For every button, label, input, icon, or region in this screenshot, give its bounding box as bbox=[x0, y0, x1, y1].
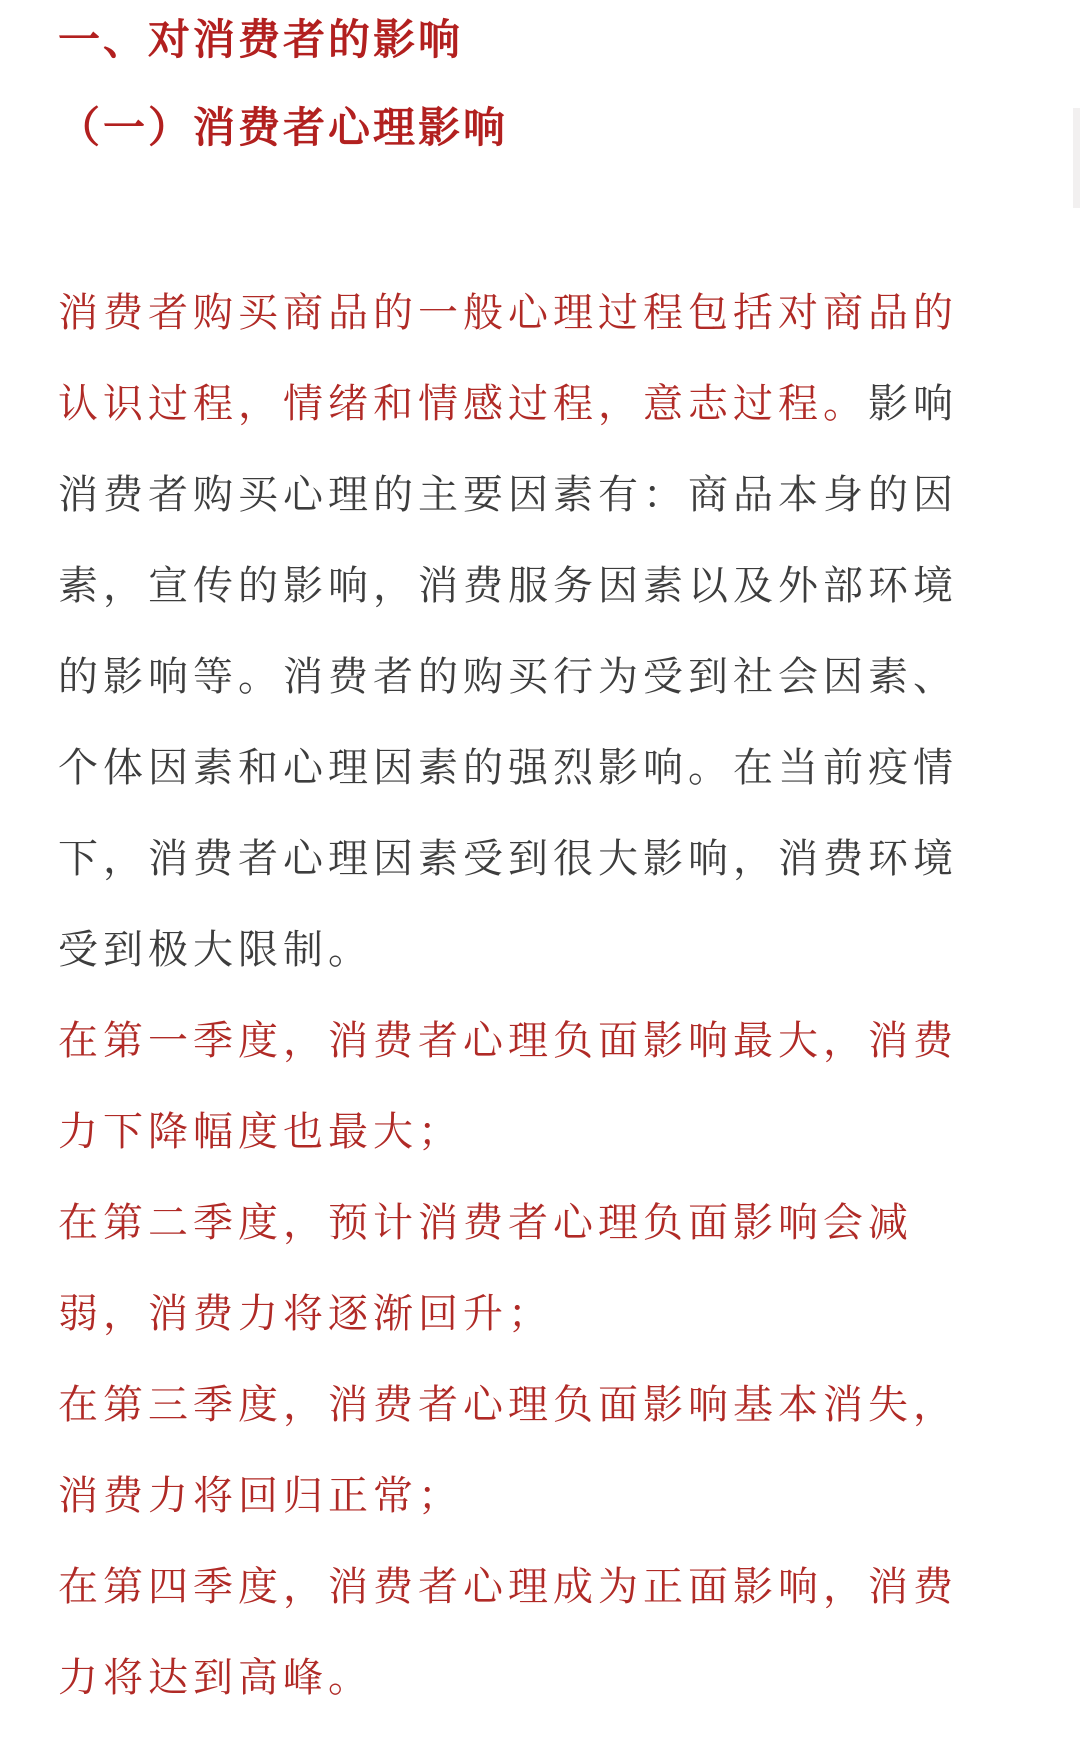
text-line: 个体因素和心理因素的强烈影响。在当前疫情 bbox=[58, 745, 958, 791]
paragraph-intro bbox=[58, 268, 1018, 996]
scroll-edge-indicator bbox=[1073, 108, 1080, 208]
text-line: 素，宣传的影响，消费服务因素以及外部环境 bbox=[58, 563, 958, 609]
text-line: 受到极大限制。 bbox=[58, 927, 373, 973]
paragraph-q4 bbox=[58, 1542, 1018, 1724]
text-line: 在第三季度，消费者心理负面影响基本消失， bbox=[58, 1382, 958, 1428]
text-line: 消费者购买心理的主要因素有：商品本身的因 bbox=[58, 472, 958, 518]
text-line: 力下降幅度也最大； bbox=[58, 1109, 463, 1155]
text-line: 认识过程，情绪和情感过程，意志过程。影响 bbox=[58, 381, 958, 427]
paragraph-q1 bbox=[58, 996, 1018, 1178]
paragraph-q2 bbox=[58, 1178, 1018, 1360]
text-line: 在第四季度，消费者心理成为正面影响，消费 bbox=[58, 1564, 958, 1610]
text-line: 力将达到高峰。 bbox=[58, 1655, 373, 1701]
text-line: 的影响等。消费者的购买行为受到社会因素、 bbox=[58, 654, 958, 700]
paragraph-q3 bbox=[58, 1360, 1018, 1542]
text-line: 在第一季度，消费者心理负面影响最大，消费 bbox=[58, 1018, 958, 1064]
section-heading: 一、对消费者的影响 bbox=[58, 15, 464, 64]
text-line: 弱，消费力将逐渐回升； bbox=[58, 1291, 553, 1337]
text-line: 下，消费者心理因素受到很大影响，消费环境 bbox=[58, 836, 958, 882]
subsection-heading: （一）消费者心理影响 bbox=[58, 103, 509, 152]
text-line: 消费力将回归正常； bbox=[58, 1473, 463, 1519]
text-line: 在第二季度，预计消费者心理负面影响会减 bbox=[58, 1200, 913, 1246]
text-line: 消费者购买商品的一般心理过程包括对商品的 bbox=[58, 290, 958, 336]
article-body bbox=[58, 268, 1018, 1724]
